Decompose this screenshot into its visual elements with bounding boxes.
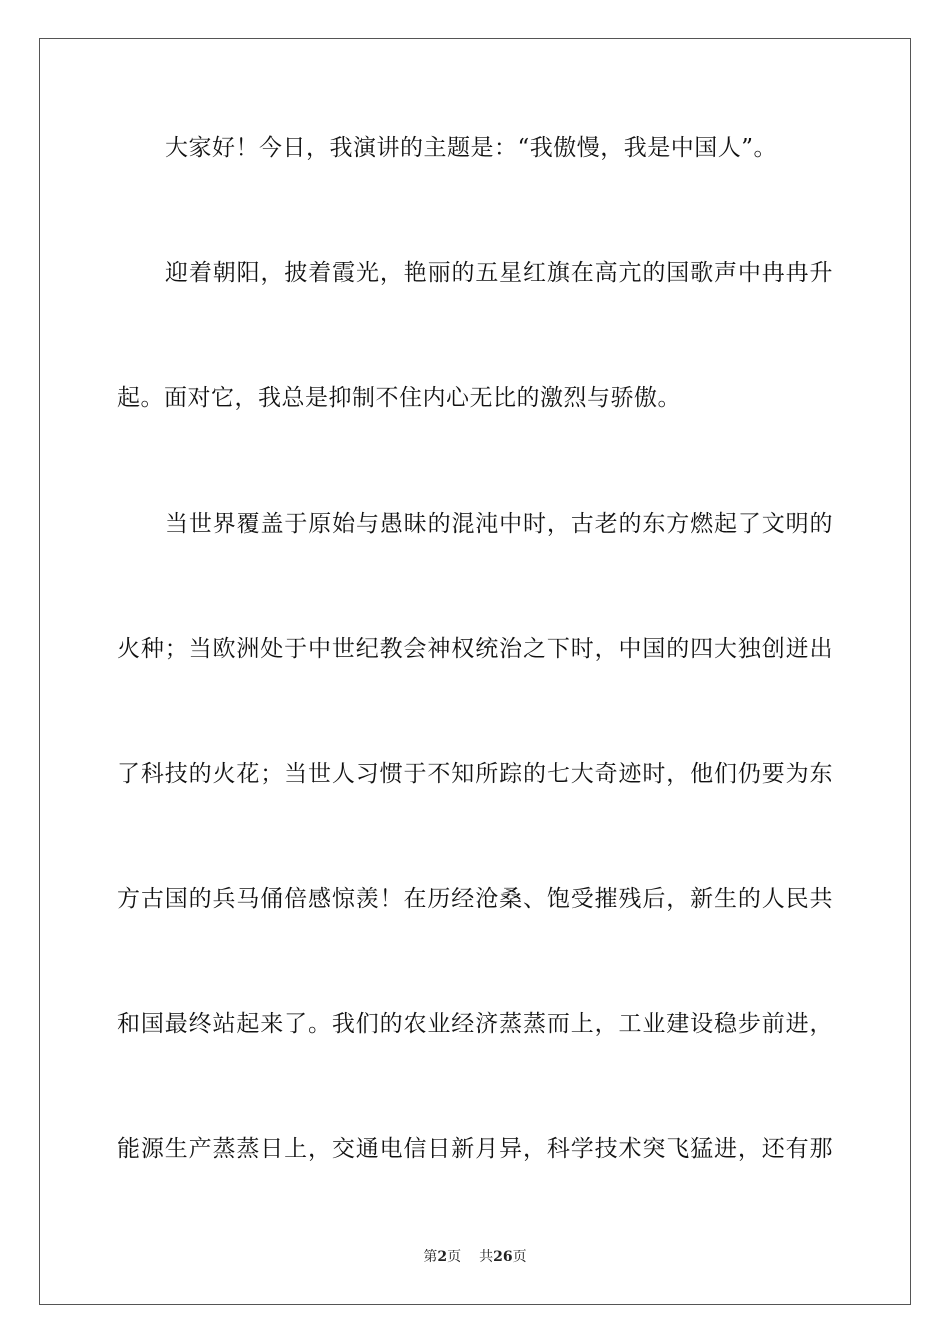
paragraph-line-8: 和国最终站起来了。我们的农业经济蒸蒸而上，工业建设稳步前进， <box>117 1011 833 1037</box>
page-number-label: 第2页 <box>423 1249 462 1265</box>
page-footer <box>0 1248 950 1266</box>
paragraph-line-7: 方古国的兵马俑倍感惊羡！在历经沧桑、饱受摧残后，新生的人民共 <box>117 886 833 912</box>
paragraph-line-5: 火种；当欧洲处于中世纪教会神权统治之下时，中国的四大独创迸出 <box>117 636 833 662</box>
paragraph-line-4: 当世界覆盖于原始与愚昧的混沌中时，古老的东方燃起了文明的 <box>165 511 833 537</box>
paragraph-line-6: 了科技的火花；当世人习惯于不知所踪的七大奇迹时，他们仍要为东 <box>117 761 833 787</box>
paragraph-line-2: 迎着朝阳，披着霞光，艳丽的五星红旗在高亢的国歌声中冉冉升 <box>165 260 833 286</box>
paragraph-line-1: 大家好！今日，我演讲的主题是：“我傲慢，我是中国人”。 <box>165 135 778 161</box>
total-pages-label: 共26页 <box>479 1249 527 1265</box>
page-border <box>39 38 911 1305</box>
paragraph-line-3: 起。面对它，我总是抑制不住内心无比的激烈与骄傲。 <box>117 385 681 411</box>
paragraph-line-9: 能源生产蒸蒸日上，交通电信日新月异，科学技术突飞猛进，还有那 <box>117 1136 833 1162</box>
